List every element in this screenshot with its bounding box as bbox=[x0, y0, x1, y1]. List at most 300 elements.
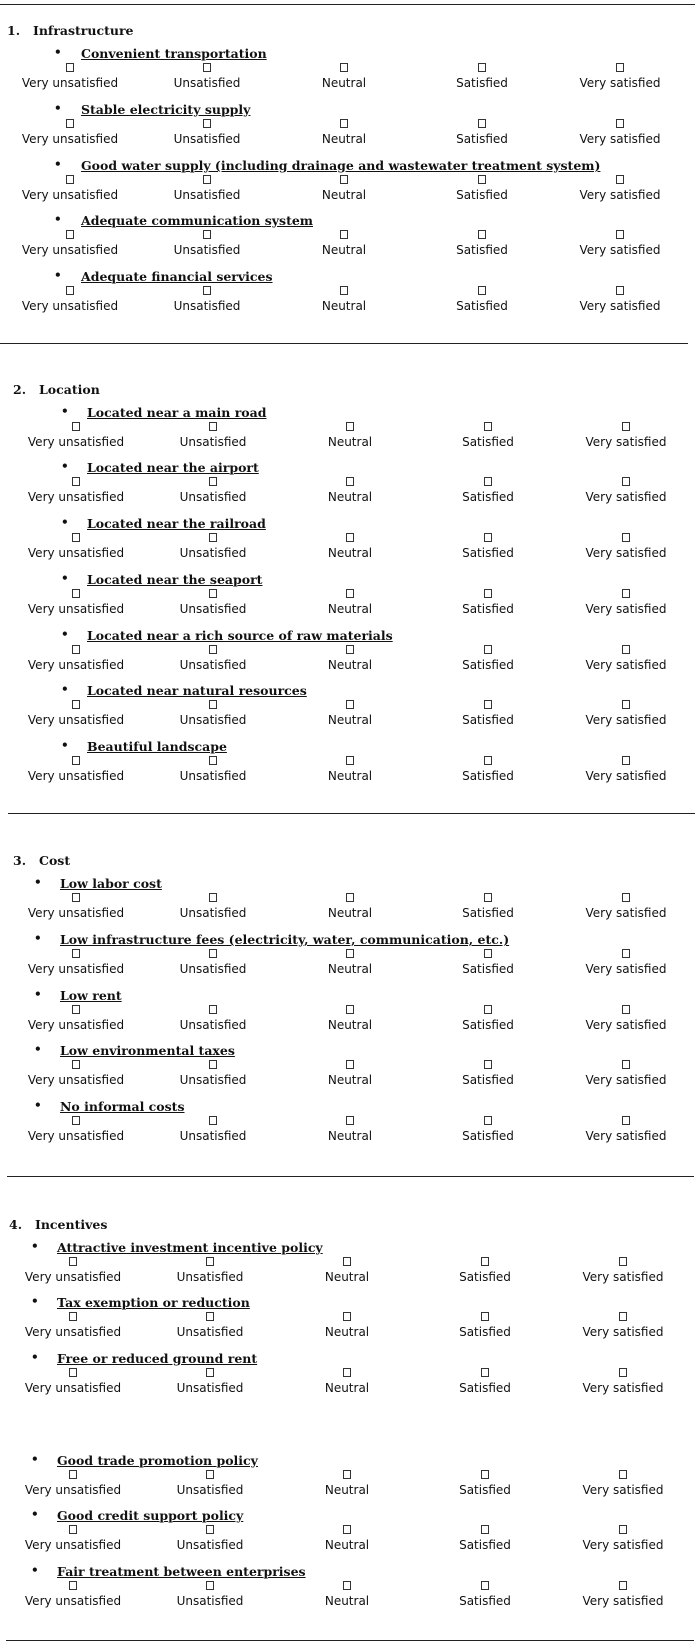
rating-option bbox=[21, 698, 131, 727]
rating-option-label: Very satisfied bbox=[585, 435, 667, 449]
rating-checkbox[interactable] bbox=[72, 645, 80, 654]
rating-checkbox[interactable] bbox=[481, 1312, 489, 1321]
rating-checkbox[interactable] bbox=[616, 175, 624, 184]
question-item bbox=[0, 988, 695, 1044]
question-label: Attractive investment incentive policy bbox=[57, 1240, 323, 1255]
rating-option bbox=[568, 1523, 678, 1552]
rating-option-label: Neutral bbox=[324, 1381, 370, 1395]
rating-option bbox=[152, 284, 262, 313]
rating-option-label: Satisfied bbox=[462, 658, 514, 672]
rating-option-label: Unsatisfied bbox=[179, 658, 247, 672]
rating-option bbox=[18, 1468, 128, 1497]
rating-option-label: Satisfied bbox=[459, 1538, 511, 1552]
rating-option bbox=[571, 1003, 681, 1032]
rating-checkbox[interactable] bbox=[481, 1470, 489, 1479]
rating-checkbox[interactable] bbox=[346, 645, 354, 654]
rating-checkbox[interactable] bbox=[484, 589, 492, 598]
rating-checkbox[interactable] bbox=[343, 1525, 351, 1534]
rating-option-label: Satisfied bbox=[462, 435, 514, 449]
rating-option-label: Satisfied bbox=[462, 1073, 514, 1087]
section-number: 2. bbox=[13, 382, 27, 397]
bullet-icon: • bbox=[31, 1452, 39, 1466]
rating-option-label: Neutral bbox=[324, 1483, 370, 1497]
bullet-icon: • bbox=[54, 268, 62, 282]
rating-option bbox=[295, 420, 405, 449]
rating-checkbox[interactable] bbox=[481, 1368, 489, 1377]
rating-option bbox=[21, 947, 131, 976]
bullet-icon: • bbox=[31, 1239, 39, 1253]
question-label: Low infrastructure fees (electricity, water, communication, etc.) bbox=[60, 932, 510, 947]
section-number: 3. bbox=[13, 853, 27, 868]
rating-option-label: Very unsatisfied bbox=[27, 962, 125, 976]
rating-option bbox=[571, 531, 681, 560]
rating-option bbox=[158, 754, 268, 783]
section-number: 1. bbox=[7, 23, 21, 38]
rating-checkbox[interactable] bbox=[72, 589, 80, 598]
rating-checkbox[interactable] bbox=[72, 1005, 80, 1014]
rating-option bbox=[571, 420, 681, 449]
rating-option-label: Neutral bbox=[324, 1538, 370, 1552]
rating-option bbox=[158, 698, 268, 727]
rating-option-label: Satisfied bbox=[462, 1129, 514, 1143]
rating-option-label: Satisfied bbox=[462, 713, 514, 727]
rating-checkbox[interactable] bbox=[69, 1312, 77, 1321]
rating-checkbox[interactable] bbox=[484, 756, 492, 765]
rating-checkbox[interactable] bbox=[619, 1525, 627, 1534]
rating-checkbox[interactable] bbox=[72, 477, 80, 486]
rating-checkbox[interactable] bbox=[209, 949, 217, 958]
rating-checkbox[interactable] bbox=[622, 949, 630, 958]
question-item bbox=[0, 1351, 695, 1407]
rating-checkbox[interactable] bbox=[484, 1116, 492, 1125]
section-divider-3 bbox=[7, 1176, 694, 1177]
rating-option-label: Satisfied bbox=[456, 132, 508, 146]
rating-checkbox[interactable] bbox=[209, 422, 217, 431]
rating-option-label: Satisfied bbox=[462, 906, 514, 920]
rating-option bbox=[433, 891, 543, 920]
rating-option-label: Very satisfied bbox=[579, 188, 661, 202]
rating-option-label: Very unsatisfied bbox=[27, 906, 125, 920]
rating-checkbox[interactable] bbox=[484, 645, 492, 654]
rating-checkbox[interactable] bbox=[66, 175, 74, 184]
rating-option bbox=[158, 587, 268, 616]
rating-option-label: Satisfied bbox=[462, 1018, 514, 1032]
rating-checkbox[interactable] bbox=[622, 700, 630, 709]
question-item bbox=[0, 269, 695, 325]
rating-checkbox[interactable] bbox=[616, 286, 624, 295]
rating-checkbox[interactable] bbox=[346, 477, 354, 486]
rating-option bbox=[292, 1468, 402, 1497]
bullet-icon: • bbox=[61, 738, 69, 752]
rating-option-label: Unsatisfied bbox=[179, 1129, 247, 1143]
question-label: Stable electricity supply bbox=[81, 102, 251, 117]
rating-option bbox=[295, 1058, 405, 1087]
rating-checkbox[interactable] bbox=[72, 1060, 80, 1069]
rating-option-label: Unsatisfied bbox=[176, 1483, 244, 1497]
question-label: Located near a rich source of raw materials bbox=[87, 628, 393, 643]
rating-checkbox[interactable] bbox=[343, 1368, 351, 1377]
rating-option bbox=[21, 531, 131, 560]
rating-option-label: Unsatisfied bbox=[179, 435, 247, 449]
rating-option-label: Neutral bbox=[327, 658, 373, 672]
rating-option bbox=[571, 1058, 681, 1087]
rating-checkbox[interactable] bbox=[346, 422, 354, 431]
rating-option bbox=[433, 947, 543, 976]
rating-checkbox[interactable] bbox=[622, 422, 630, 431]
rating-option bbox=[433, 754, 543, 783]
bullet-icon: • bbox=[54, 212, 62, 226]
rating-option bbox=[568, 1310, 678, 1339]
rating-checkbox[interactable] bbox=[203, 230, 211, 239]
rating-option bbox=[158, 1058, 268, 1087]
rating-option-label: Neutral bbox=[327, 769, 373, 783]
rating-checkbox[interactable] bbox=[616, 63, 624, 72]
rating-checkbox[interactable] bbox=[478, 175, 486, 184]
rating-checkbox[interactable] bbox=[346, 756, 354, 765]
rating-checkbox[interactable] bbox=[622, 756, 630, 765]
question-item bbox=[0, 1099, 695, 1155]
rating-option-label: Satisfied bbox=[462, 546, 514, 560]
rating-option bbox=[21, 891, 131, 920]
rating-checkbox[interactable] bbox=[346, 533, 354, 542]
rating-checkbox[interactable] bbox=[622, 589, 630, 598]
rating-checkbox[interactable] bbox=[616, 119, 624, 128]
rating-option bbox=[295, 754, 405, 783]
rating-option bbox=[21, 1114, 131, 1143]
rating-option-label: Very satisfied bbox=[585, 713, 667, 727]
rating-option bbox=[433, 1058, 543, 1087]
rating-option bbox=[571, 891, 681, 920]
rating-checkbox[interactable] bbox=[346, 1116, 354, 1125]
question-item bbox=[0, 1240, 695, 1296]
rating-option bbox=[21, 475, 131, 504]
rating-checkbox[interactable] bbox=[209, 700, 217, 709]
section-title-text: Incentives bbox=[35, 1217, 108, 1232]
question-item bbox=[0, 213, 695, 269]
rating-checkbox[interactable] bbox=[209, 756, 217, 765]
rating-option-label: Very unsatisfied bbox=[27, 713, 125, 727]
rating-checkbox[interactable] bbox=[209, 893, 217, 902]
rating-option bbox=[155, 1579, 265, 1608]
rating-checkbox[interactable] bbox=[478, 119, 486, 128]
rating-option bbox=[292, 1523, 402, 1552]
rating-checkbox[interactable] bbox=[206, 1470, 214, 1479]
rating-option bbox=[18, 1579, 128, 1608]
rating-option bbox=[295, 947, 405, 976]
rating-option-label: Very satisfied bbox=[579, 243, 661, 257]
rating-checkbox[interactable] bbox=[203, 119, 211, 128]
section-title-text: Location bbox=[39, 382, 100, 397]
question-item bbox=[0, 628, 695, 684]
rating-option-label: Very unsatisfied bbox=[27, 546, 125, 560]
rating-checkbox[interactable] bbox=[209, 589, 217, 598]
rating-option-label: Satisfied bbox=[456, 188, 508, 202]
rating-checkbox[interactable] bbox=[343, 1257, 351, 1266]
rating-checkbox[interactable] bbox=[619, 1470, 627, 1479]
rating-checkbox[interactable] bbox=[69, 1470, 77, 1479]
rating-checkbox[interactable] bbox=[346, 949, 354, 958]
rating-checkbox[interactable] bbox=[72, 756, 80, 765]
rating-checkbox[interactable] bbox=[209, 477, 217, 486]
rating-option-label: Very unsatisfied bbox=[21, 132, 119, 146]
section-divider-1 bbox=[0, 343, 688, 344]
section-title-text: Cost bbox=[39, 853, 71, 868]
rating-checkbox[interactable] bbox=[209, 1116, 217, 1125]
rating-checkbox[interactable] bbox=[619, 1312, 627, 1321]
rating-option-label: Unsatisfied bbox=[179, 602, 247, 616]
rating-checkbox[interactable] bbox=[72, 949, 80, 958]
rating-checkbox[interactable] bbox=[619, 1368, 627, 1377]
rating-checkbox[interactable] bbox=[209, 645, 217, 654]
rating-checkbox[interactable] bbox=[346, 589, 354, 598]
rating-option-label: Very unsatisfied bbox=[24, 1325, 122, 1339]
rating-option-label: Satisfied bbox=[459, 1594, 511, 1608]
rating-checkbox[interactable] bbox=[484, 700, 492, 709]
rating-checkbox[interactable] bbox=[66, 286, 74, 295]
rating-option-label: Satisfied bbox=[459, 1270, 511, 1284]
rating-checkbox[interactable] bbox=[622, 1060, 630, 1069]
rating-checkbox[interactable] bbox=[478, 230, 486, 239]
rating-option-label: Neutral bbox=[321, 243, 367, 257]
question-item bbox=[0, 932, 695, 988]
rating-checkbox[interactable] bbox=[343, 1312, 351, 1321]
bullet-icon: • bbox=[34, 987, 42, 1001]
rating-checkbox[interactable] bbox=[72, 1116, 80, 1125]
rating-option bbox=[295, 587, 405, 616]
bullet-icon: • bbox=[54, 101, 62, 115]
rating-option bbox=[18, 1366, 128, 1395]
rating-checkbox[interactable] bbox=[206, 1525, 214, 1534]
rating-option-label: Very unsatisfied bbox=[24, 1538, 122, 1552]
rating-option-label: Very unsatisfied bbox=[24, 1270, 122, 1284]
bullet-icon: • bbox=[31, 1563, 39, 1577]
rating-checkbox[interactable] bbox=[203, 175, 211, 184]
question-item bbox=[0, 876, 695, 932]
rating-checkbox[interactable] bbox=[343, 1470, 351, 1479]
rating-checkbox[interactable] bbox=[72, 893, 80, 902]
rating-checkbox[interactable] bbox=[622, 645, 630, 654]
rating-checkbox[interactable] bbox=[484, 477, 492, 486]
rating-checkbox[interactable] bbox=[622, 477, 630, 486]
rating-option bbox=[15, 173, 125, 202]
rating-checkbox[interactable] bbox=[206, 1257, 214, 1266]
rating-option-label: Very satisfied bbox=[585, 658, 667, 672]
rating-option-label: Very unsatisfied bbox=[24, 1381, 122, 1395]
rating-checkbox[interactable] bbox=[69, 1368, 77, 1377]
rating-checkbox[interactable] bbox=[340, 119, 348, 128]
rating-checkbox[interactable] bbox=[484, 1060, 492, 1069]
rating-option bbox=[152, 61, 262, 90]
rating-checkbox[interactable] bbox=[72, 422, 80, 431]
rating-option bbox=[430, 1310, 540, 1339]
rating-checkbox[interactable] bbox=[346, 1005, 354, 1014]
rating-checkbox[interactable] bbox=[484, 1005, 492, 1014]
section-title bbox=[9, 1217, 107, 1232]
rating-option bbox=[15, 61, 125, 90]
bullet-icon: • bbox=[54, 157, 62, 171]
rating-checkbox[interactable] bbox=[69, 1581, 77, 1590]
rating-option-label: Very satisfied bbox=[585, 769, 667, 783]
rating-checkbox[interactable] bbox=[484, 949, 492, 958]
rating-option bbox=[292, 1579, 402, 1608]
rating-option bbox=[565, 284, 675, 313]
section-title-text: Infrastructure bbox=[33, 23, 134, 38]
rating-checkbox[interactable] bbox=[346, 700, 354, 709]
rating-checkbox[interactable] bbox=[72, 700, 80, 709]
rating-option bbox=[565, 173, 675, 202]
section-number: 4. bbox=[9, 1217, 23, 1232]
rating-option-label: Very satisfied bbox=[579, 76, 661, 90]
bullet-icon: • bbox=[31, 1350, 39, 1364]
rating-option-label: Neutral bbox=[327, 713, 373, 727]
rating-option-label: Unsatisfied bbox=[179, 1073, 247, 1087]
rating-option bbox=[21, 754, 131, 783]
rating-option-label: Very satisfied bbox=[582, 1538, 664, 1552]
question-label: Good trade promotion policy bbox=[57, 1453, 258, 1468]
rating-option bbox=[433, 475, 543, 504]
rating-checkbox[interactable] bbox=[616, 230, 624, 239]
bottom-rule bbox=[6, 1640, 694, 1641]
rating-checkbox[interactable] bbox=[343, 1581, 351, 1590]
rating-option bbox=[433, 1003, 543, 1032]
rating-option bbox=[295, 531, 405, 560]
rating-option bbox=[568, 1579, 678, 1608]
rating-option-label: Neutral bbox=[327, 1129, 373, 1143]
rating-checkbox[interactable] bbox=[484, 422, 492, 431]
rating-checkbox[interactable] bbox=[206, 1581, 214, 1590]
rating-option-label: Very satisfied bbox=[585, 1018, 667, 1032]
rating-checkbox[interactable] bbox=[203, 63, 211, 72]
rating-option-label: Very satisfied bbox=[582, 1594, 664, 1608]
rating-checkbox[interactable] bbox=[622, 893, 630, 902]
rating-checkbox[interactable] bbox=[209, 533, 217, 542]
rating-option bbox=[430, 1579, 540, 1608]
rating-option bbox=[155, 1310, 265, 1339]
rating-checkbox[interactable] bbox=[203, 286, 211, 295]
rating-option-label: Unsatisfied bbox=[176, 1594, 244, 1608]
rating-option-label: Unsatisfied bbox=[176, 1381, 244, 1395]
rating-checkbox[interactable] bbox=[481, 1581, 489, 1590]
rating-option-label: Very unsatisfied bbox=[27, 490, 125, 504]
question-label: Tax exemption or reduction bbox=[57, 1295, 250, 1310]
question-item bbox=[0, 1508, 695, 1564]
rating-option-label: Unsatisfied bbox=[179, 546, 247, 560]
bullet-icon: • bbox=[61, 682, 69, 696]
rating-checkbox[interactable] bbox=[478, 286, 486, 295]
rating-option bbox=[571, 587, 681, 616]
rating-checkbox[interactable] bbox=[481, 1257, 489, 1266]
rating-option-label: Neutral bbox=[321, 188, 367, 202]
rating-option bbox=[292, 1310, 402, 1339]
rating-option-label: Very unsatisfied bbox=[24, 1594, 122, 1608]
question-label: No informal costs bbox=[60, 1099, 185, 1114]
rating-option-label: Neutral bbox=[321, 299, 367, 313]
question-label: Convenient transportation bbox=[81, 46, 267, 61]
rating-option-label: Unsatisfied bbox=[179, 962, 247, 976]
rating-checkbox[interactable] bbox=[478, 63, 486, 72]
rating-checkbox[interactable] bbox=[66, 63, 74, 72]
bullet-icon: • bbox=[31, 1294, 39, 1308]
rating-option bbox=[427, 117, 537, 146]
rating-checkbox[interactable] bbox=[340, 230, 348, 239]
rating-checkbox[interactable] bbox=[66, 119, 74, 128]
rating-option bbox=[433, 531, 543, 560]
bullet-icon: • bbox=[54, 45, 62, 59]
rating-checkbox[interactable] bbox=[206, 1368, 214, 1377]
rating-checkbox[interactable] bbox=[481, 1525, 489, 1534]
rating-option-label: Very unsatisfied bbox=[27, 1018, 125, 1032]
rating-option-label: Very unsatisfied bbox=[21, 76, 119, 90]
rating-option-label: Unsatisfied bbox=[176, 1270, 244, 1284]
rating-checkbox[interactable] bbox=[346, 1060, 354, 1069]
rating-option bbox=[571, 698, 681, 727]
rating-option-label: Very unsatisfied bbox=[21, 188, 119, 202]
rating-option-label: Very unsatisfied bbox=[27, 435, 125, 449]
rating-option-label: Neutral bbox=[327, 546, 373, 560]
rating-checkbox[interactable] bbox=[619, 1257, 627, 1266]
rating-option bbox=[155, 1255, 265, 1284]
question-label: Beautiful landscape bbox=[87, 739, 227, 754]
rating-option-label: Very unsatisfied bbox=[21, 299, 119, 313]
rating-option-label: Neutral bbox=[327, 1018, 373, 1032]
rating-option bbox=[158, 420, 268, 449]
rating-option bbox=[155, 1366, 265, 1395]
rating-option bbox=[289, 284, 399, 313]
bullet-icon: • bbox=[61, 515, 69, 529]
rating-checkbox[interactable] bbox=[209, 1060, 217, 1069]
rating-option-label: Neutral bbox=[324, 1325, 370, 1339]
rating-option-label: Unsatisfied bbox=[173, 188, 241, 202]
rating-option-label: Very satisfied bbox=[585, 906, 667, 920]
question-label: Adequate communication system bbox=[81, 213, 314, 228]
rating-checkbox[interactable] bbox=[484, 533, 492, 542]
rating-option bbox=[568, 1366, 678, 1395]
bullet-icon: • bbox=[34, 1098, 42, 1112]
rating-checkbox[interactable] bbox=[340, 63, 348, 72]
rating-checkbox[interactable] bbox=[209, 1005, 217, 1014]
bullet-icon: • bbox=[31, 1507, 39, 1521]
bullet-icon: • bbox=[61, 571, 69, 585]
rating-option bbox=[571, 947, 681, 976]
rating-checkbox[interactable] bbox=[484, 893, 492, 902]
rating-option-label: Neutral bbox=[327, 906, 373, 920]
rating-checkbox[interactable] bbox=[206, 1312, 214, 1321]
rating-checkbox[interactable] bbox=[69, 1257, 77, 1266]
rating-checkbox[interactable] bbox=[622, 1116, 630, 1125]
rating-checkbox[interactable] bbox=[622, 533, 630, 542]
rating-checkbox[interactable] bbox=[69, 1525, 77, 1534]
rating-checkbox[interactable] bbox=[619, 1581, 627, 1590]
rating-checkbox[interactable] bbox=[72, 533, 80, 542]
rating-option bbox=[433, 698, 543, 727]
rating-checkbox[interactable] bbox=[66, 230, 74, 239]
rating-checkbox[interactable] bbox=[340, 175, 348, 184]
rating-option bbox=[295, 698, 405, 727]
rating-checkbox[interactable] bbox=[622, 1005, 630, 1014]
rating-option-label: Very satisfied bbox=[579, 132, 661, 146]
rating-option-label: Very satisfied bbox=[585, 602, 667, 616]
rating-checkbox[interactable] bbox=[340, 286, 348, 295]
bullet-icon: • bbox=[34, 875, 42, 889]
rating-option bbox=[292, 1366, 402, 1395]
bullet-icon: • bbox=[61, 404, 69, 418]
bullet-icon: • bbox=[61, 459, 69, 473]
question-item bbox=[0, 739, 695, 795]
rating-checkbox[interactable] bbox=[346, 893, 354, 902]
bullet-icon: • bbox=[61, 627, 69, 641]
rating-option-label: Unsatisfied bbox=[173, 243, 241, 257]
top-rule bbox=[0, 4, 695, 5]
